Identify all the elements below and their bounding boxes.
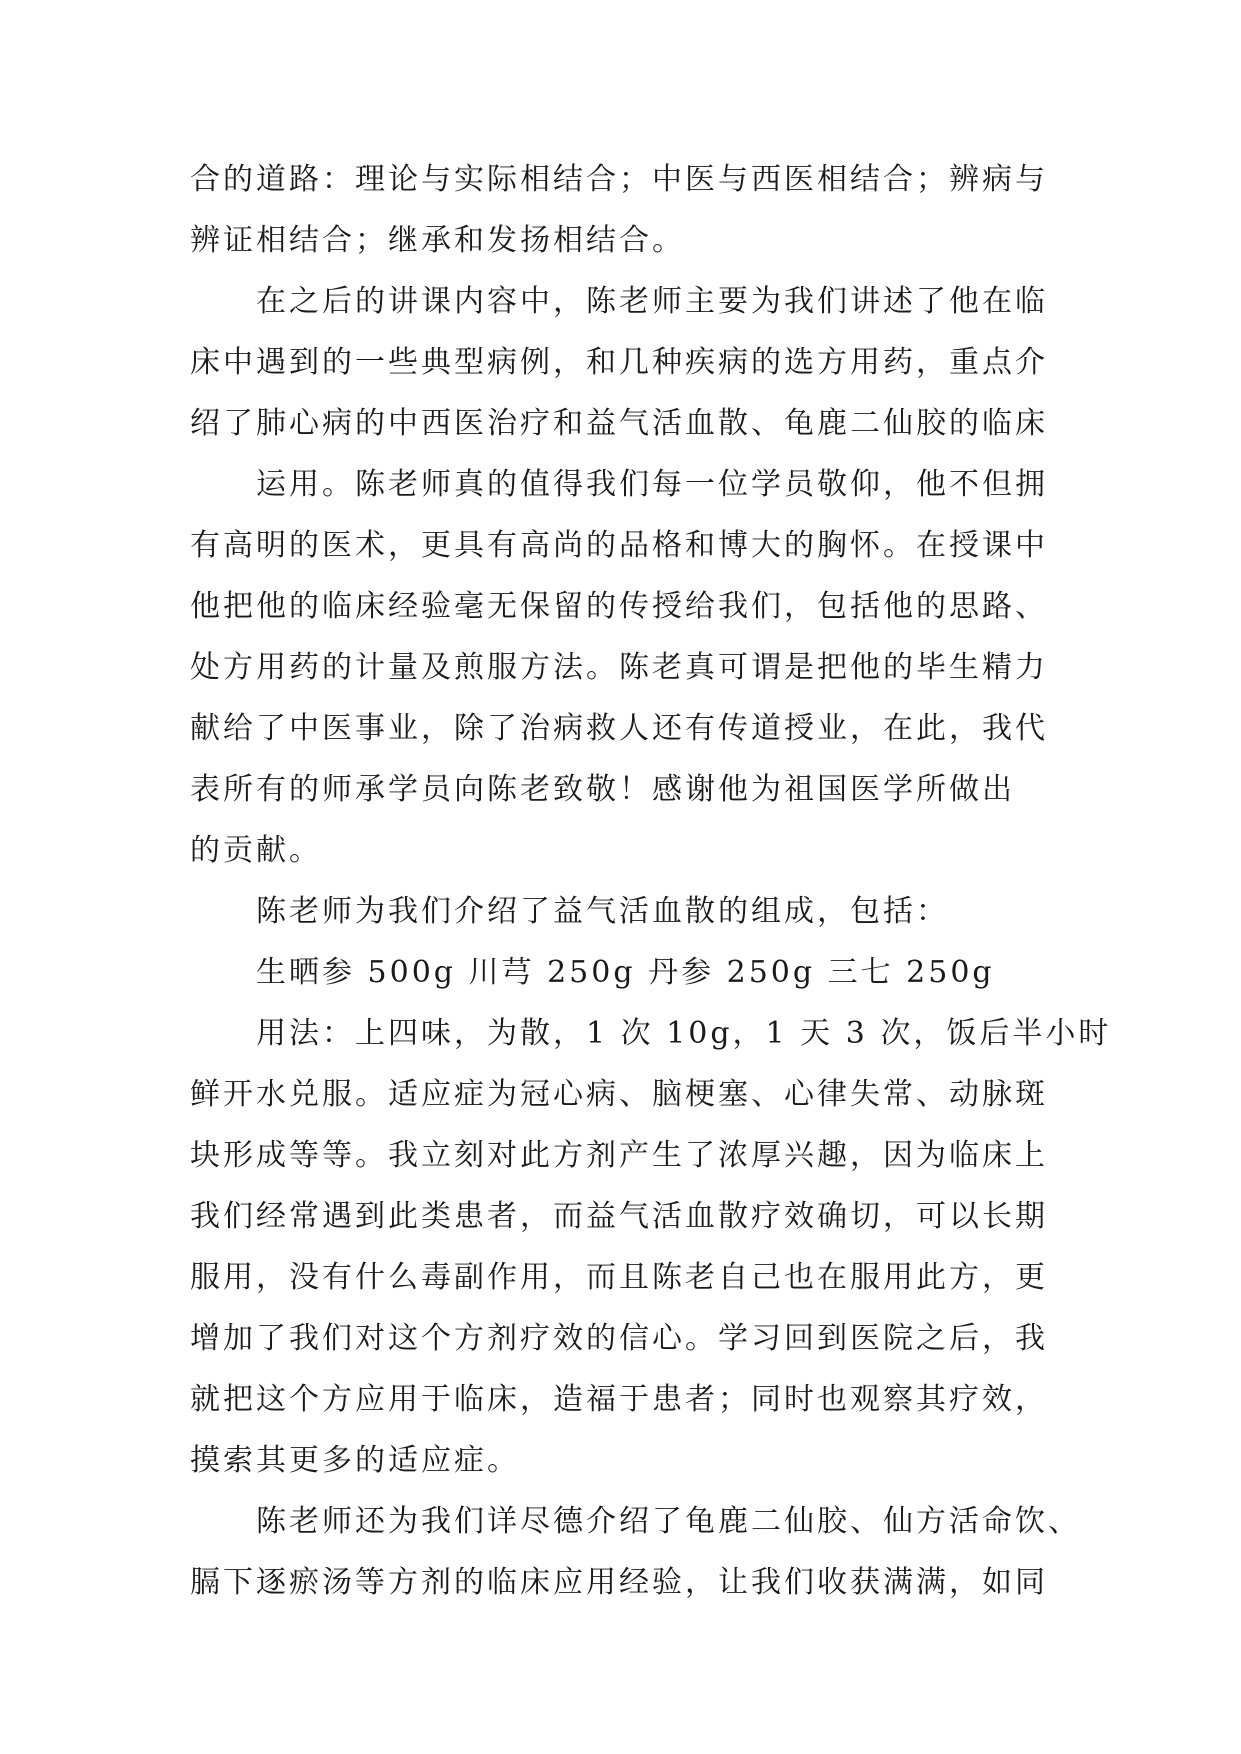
text-line: 块形成等等。我立刻对此方剂产生了浓厚兴趣，因为临床上: [190, 1138, 1048, 1173]
paragraph-start-line: 陈老师为我们介绍了益气活血散的组成，包括：: [256, 894, 949, 929]
text-line: 处方用药的计量及煎服方法。陈老真可谓是把他的毕生精力: [190, 650, 1048, 685]
text-line: 增加了我们对这个方剂疗效的信心。学习回到医院之后，我: [190, 1321, 1048, 1356]
text-line: 他把他的临床经验毫无保留的传授给我们，包括他的思路、: [190, 589, 1048, 624]
text-line: 摸索其更多的适应症。: [190, 1443, 520, 1478]
text-line: 鲜开水兑服。适应症为冠心病、脑梗塞、心律失常、动脉斑: [190, 1077, 1048, 1112]
paragraph-start-line: 在之后的讲课内容中，陈老师主要为我们讲述了他在临: [256, 284, 1048, 319]
text-line: 的贡献。: [190, 833, 322, 868]
text-line: 我们经常遇到此类患者，而益气活血散疗效确切，可以长期: [190, 1199, 1048, 1234]
paragraph-start-line: 陈老师还为我们详尽德介绍了龟鹿二仙胶、仙方活命饮、: [256, 1504, 1081, 1539]
text-line: 绍了肺心病的中西医治疗和益气活血散、龟鹿二仙胶的临床: [190, 406, 1048, 441]
text-line: 表所有的师承学员向陈老致敬！感谢他为祖国医学所做出: [190, 772, 1015, 807]
paragraph-start-line: 用法：上四味，为散，1 次 10g，1 天 3 次，饭后半小时: [256, 1016, 1112, 1051]
text-line: 献给了中医事业，除了治病救人还有传道授业，在此，我代: [190, 711, 1048, 746]
text-line: 有高明的医术，更具有高尚的品格和博大的胸怀。在授课中: [190, 528, 1048, 563]
text-line: 服用，没有什么毒副作用，而且陈老自己也在服用此方，更: [190, 1260, 1048, 1295]
text-line: 床中遇到的一些典型病例，和几种疾病的选方用药，重点介: [190, 345, 1048, 380]
text-line: 就把这个方应用于临床，造福于患者；同时也观察其疗效，: [190, 1382, 1048, 1417]
text-line: 辨证相结合；继承和发扬相结合。: [190, 223, 685, 258]
formula-line: 生晒参 500g 川芎 250g 丹参 250g 三七 250g: [256, 955, 995, 990]
text-line: 膈下逐瘀汤等方剂的临床应用经验，让我们收获满满，如同: [190, 1565, 1048, 1600]
text-line: 合的道路：理论与实际相结合；中医与西医相结合；辨病与: [190, 162, 1048, 197]
paragraph-start-line: 运用。陈老师真的值得我们每一位学员敬仰，他不但拥: [256, 467, 1048, 502]
